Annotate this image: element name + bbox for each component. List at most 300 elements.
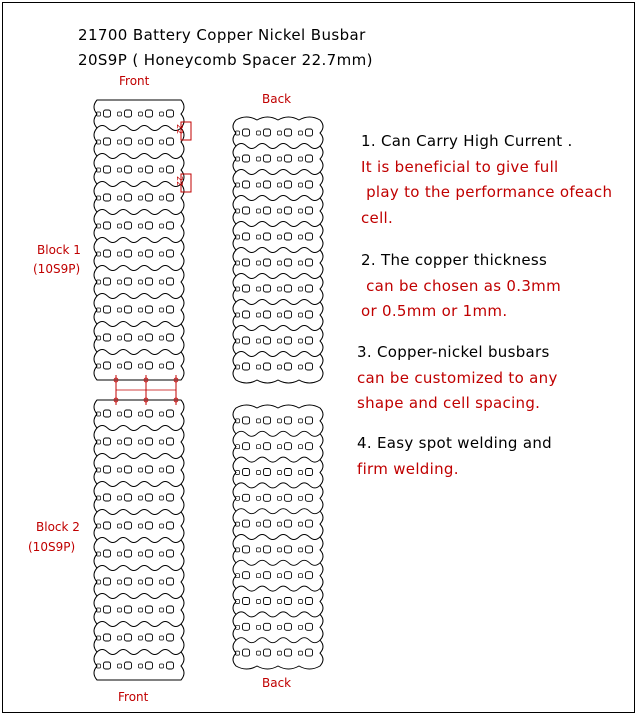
cell-tab-slot — [278, 209, 282, 213]
cell-weld-slot — [104, 578, 111, 585]
row-separator — [236, 431, 320, 436]
cell-tab-slot — [139, 252, 143, 256]
row-separator — [236, 483, 320, 488]
cell-tab-slot — [257, 625, 261, 629]
row-separator — [97, 322, 181, 327]
cell-tab-slot — [139, 496, 143, 500]
cell-tab-slot — [257, 522, 261, 526]
cell-weld-slot — [125, 278, 132, 285]
cell-weld-slot — [285, 311, 292, 318]
cell-weld-slot — [146, 362, 153, 369]
cell-weld-slot — [125, 110, 132, 117]
cell-weld-slot — [285, 155, 292, 162]
cell-weld-slot — [306, 337, 313, 344]
cell-tab-slot — [257, 651, 261, 655]
cell-weld-slot — [264, 494, 271, 501]
cell-tab-slot — [118, 412, 122, 416]
cell-weld-slot — [125, 522, 132, 529]
cell-weld-slot — [167, 306, 174, 313]
cell-tab-slot — [278, 261, 282, 265]
cell-weld-slot — [167, 550, 174, 557]
cell-tab-slot — [278, 313, 282, 317]
cell-weld-slot — [104, 166, 111, 173]
cell-tab-slot — [299, 131, 303, 135]
cell-weld-slot — [243, 649, 250, 656]
cell-weld-slot — [306, 494, 313, 501]
note-3 — [357, 340, 558, 417]
cell-tab-slot — [118, 580, 122, 584]
cell-weld-slot — [306, 207, 313, 214]
cell-tab-slot — [160, 468, 164, 472]
cell-tab-slot — [139, 168, 143, 172]
cell-tab-slot — [160, 364, 164, 368]
note-1-line-2: play to the performance ofeach — [361, 183, 613, 201]
row-separator — [97, 510, 181, 515]
cell-tab-slot — [278, 651, 282, 655]
cell-tab-slot — [160, 636, 164, 640]
cell-tab-slot — [257, 445, 261, 449]
row-separator — [236, 352, 320, 357]
cell-weld-slot — [243, 129, 250, 136]
cell-tab-slot — [118, 552, 122, 556]
cell-tab-slot — [278, 131, 282, 135]
cell-weld-slot — [243, 311, 250, 318]
note-1-line-3: cell. — [361, 208, 394, 227]
front-plate-block-1 — [94, 100, 184, 380]
row-separator — [236, 300, 320, 305]
cell-weld-slot — [167, 222, 174, 229]
cell-tab-slot — [118, 364, 122, 368]
row-separator — [97, 538, 181, 543]
cell-tab-slot — [139, 308, 143, 312]
cell-tab-slot — [160, 308, 164, 312]
cell-weld-slot — [264, 598, 271, 605]
row-separator — [97, 126, 181, 131]
cell-tab-slot — [299, 445, 303, 449]
row-separator — [236, 612, 320, 617]
row-separator — [97, 650, 181, 655]
cell-tab-slot — [118, 440, 122, 444]
cell-weld-slot — [243, 417, 250, 424]
row-separator — [97, 350, 181, 355]
cell-weld-slot — [306, 443, 313, 450]
cell-weld-slot — [306, 363, 313, 370]
cell-weld-slot — [306, 285, 313, 292]
cell-tab-slot — [299, 496, 303, 500]
cell-weld-slot — [264, 233, 271, 240]
cell-weld-slot — [243, 520, 250, 527]
cell-weld-slot — [104, 494, 111, 501]
cell-weld-slot — [285, 417, 292, 424]
cell-weld-slot — [264, 155, 271, 162]
row-separator — [97, 426, 181, 431]
cell-weld-slot — [285, 259, 292, 266]
cell-weld-slot — [167, 494, 174, 501]
row-separator — [97, 482, 181, 487]
cell-weld-slot — [243, 155, 250, 162]
cell-weld-slot — [243, 443, 250, 450]
cell-weld-slot — [285, 623, 292, 630]
cell-weld-slot — [285, 363, 292, 370]
cell-tab-slot — [299, 235, 303, 239]
cell-tab-slot — [299, 313, 303, 317]
cell-weld-slot — [104, 606, 111, 613]
cell-tab-slot — [299, 574, 303, 578]
cell-weld-slot — [125, 306, 132, 313]
back-plate-block-1 — [233, 117, 323, 383]
cell-tab-slot — [299, 365, 303, 369]
cell-tab-slot — [139, 552, 143, 556]
cell-weld-slot — [146, 110, 153, 117]
cell-tab-slot — [139, 280, 143, 284]
cell-tab-slot — [160, 496, 164, 500]
cell-tab-slot — [299, 157, 303, 161]
cell-tab-slot — [118, 308, 122, 312]
cell-tab-slot — [257, 235, 261, 239]
cell-tab-slot — [139, 224, 143, 228]
cell-weld-slot — [285, 129, 292, 136]
note-4-heading: 4. Easy spot welding and — [357, 434, 552, 452]
cell-weld-slot — [146, 550, 153, 557]
cell-tab-slot — [118, 168, 122, 172]
cell-weld-slot — [264, 363, 271, 370]
cell-weld-slot — [306, 572, 313, 579]
cell-weld-slot — [104, 138, 111, 145]
note-3-line-2: shape and cell spacing. — [357, 394, 541, 412]
cell-tab-slot — [139, 364, 143, 368]
cell-weld-slot — [306, 181, 313, 188]
cell-weld-slot — [167, 194, 174, 201]
front-plate-block-2 — [94, 400, 184, 680]
cell-tab-slot — [139, 440, 143, 444]
cell-tab-slot — [299, 600, 303, 604]
cell-tab-slot — [257, 131, 261, 135]
cell-tab-slot — [118, 664, 122, 668]
cell-tab-slot — [139, 112, 143, 116]
cell-weld-slot — [264, 207, 271, 214]
cell-tab-slot — [299, 339, 303, 343]
row-separator — [236, 509, 320, 514]
row-separator — [236, 222, 320, 227]
cell-weld-slot — [306, 649, 313, 656]
row-separator — [236, 196, 320, 201]
cell-tab-slot — [278, 419, 282, 423]
cell-weld-slot — [146, 278, 153, 285]
cell-tab-slot — [160, 196, 164, 200]
cell-weld-slot — [264, 259, 271, 266]
cell-weld-slot — [243, 623, 250, 630]
cell-tab-slot — [118, 336, 122, 340]
cell-weld-slot — [167, 578, 174, 585]
cell-weld-slot — [146, 578, 153, 585]
cell-weld-slot — [243, 598, 250, 605]
cell-tab-slot — [278, 496, 282, 500]
cell-weld-slot — [146, 662, 153, 669]
cell-weld-slot — [146, 522, 153, 529]
row-separator — [97, 454, 181, 459]
cell-weld-slot — [125, 410, 132, 417]
row-separator — [236, 144, 320, 149]
cell-tab-slot — [299, 419, 303, 423]
cell-tab-slot — [299, 651, 303, 655]
cell-weld-slot — [306, 417, 313, 424]
note-3-line-1: can be customized to any — [357, 368, 558, 387]
cell-weld-slot — [264, 546, 271, 553]
cell-tab-slot — [257, 287, 261, 291]
row-separator — [236, 326, 320, 331]
note-2-heading: 2. The copper thickness — [361, 251, 548, 269]
cell-weld-slot — [146, 334, 153, 341]
cell-weld-slot — [243, 494, 250, 501]
cell-weld-slot — [125, 466, 132, 473]
note-2-line-2: or 0.5mm or 1mm. — [361, 302, 508, 320]
cell-weld-slot — [306, 546, 313, 553]
block-1-name: Block 1 — [37, 243, 81, 257]
cell-weld-slot — [285, 207, 292, 214]
cell-tab-slot — [278, 235, 282, 239]
cell-tab-slot — [257, 261, 261, 265]
cell-weld-slot — [104, 110, 111, 117]
cell-weld-slot — [125, 438, 132, 445]
cell-tab-slot — [160, 524, 164, 528]
cell-weld-slot — [285, 443, 292, 450]
cell-weld-slot — [264, 443, 271, 450]
note-1 — [361, 129, 612, 231]
cell-tab-slot — [160, 552, 164, 556]
cell-tab-slot — [257, 548, 261, 552]
note-1-heading: 1. Can Carry High Current . — [361, 132, 573, 150]
row-separator — [97, 566, 181, 571]
cell-weld-slot — [104, 278, 111, 285]
cell-tab-slot — [299, 625, 303, 629]
cell-weld-slot — [285, 469, 292, 476]
cell-weld-slot — [146, 606, 153, 613]
cell-tab-slot — [118, 140, 122, 144]
cell-weld-slot — [146, 222, 153, 229]
cell-weld-slot — [146, 166, 153, 173]
cell-tab-slot — [299, 471, 303, 475]
cell-weld-slot — [264, 572, 271, 579]
cell-weld-slot — [104, 466, 111, 473]
cell-tab-slot — [257, 600, 261, 604]
row-separator — [97, 622, 181, 627]
note-4-line-1: firm welding. — [357, 459, 459, 478]
cell-tab-slot — [139, 336, 143, 340]
cell-weld-slot — [285, 233, 292, 240]
row-separator — [97, 294, 181, 299]
cell-weld-slot — [285, 285, 292, 292]
cell-weld-slot — [167, 438, 174, 445]
cell-tab-slot — [118, 608, 122, 612]
cell-weld-slot — [125, 550, 132, 557]
cell-tab-slot — [139, 468, 143, 472]
cell-tab-slot — [139, 608, 143, 612]
cell-weld-slot — [243, 285, 250, 292]
row-separator — [236, 274, 320, 279]
cell-weld-slot — [104, 334, 111, 341]
cell-tab-slot — [118, 280, 122, 284]
cell-tab-slot — [160, 112, 164, 116]
cell-weld-slot — [306, 259, 313, 266]
cell-tab-slot — [278, 339, 282, 343]
cell-tab-slot — [160, 664, 164, 668]
cell-tab-slot — [139, 664, 143, 668]
dimension-label-1: 22 — [175, 124, 184, 135]
cell-tab-slot — [278, 625, 282, 629]
cell-tab-slot — [299, 522, 303, 526]
cell-tab-slot — [139, 196, 143, 200]
cell-weld-slot — [167, 362, 174, 369]
cell-tab-slot — [139, 140, 143, 144]
back-label-bottom: Back — [262, 676, 292, 690]
cell-weld-slot — [146, 438, 153, 445]
cell-tab-slot — [118, 112, 122, 116]
cell-weld-slot — [125, 250, 132, 257]
cell-tab-slot — [139, 412, 143, 416]
note-2 — [361, 248, 561, 325]
row-separator — [236, 535, 320, 540]
cell-tab-slot — [160, 224, 164, 228]
cell-weld-slot — [146, 634, 153, 641]
cell-weld-slot — [306, 311, 313, 318]
cell-weld-slot — [125, 166, 132, 173]
dimension-label-2: 22 — [175, 176, 184, 187]
cell-weld-slot — [125, 362, 132, 369]
row-separator — [236, 170, 320, 175]
cell-tab-slot — [278, 445, 282, 449]
cell-tab-slot — [160, 580, 164, 584]
cell-weld-slot — [146, 306, 153, 313]
cell-weld-slot — [167, 522, 174, 529]
cell-tab-slot — [160, 336, 164, 340]
row-separator — [236, 586, 320, 591]
cell-weld-slot — [167, 606, 174, 613]
cell-tab-slot — [257, 183, 261, 187]
cell-weld-slot — [104, 634, 111, 641]
drawing-subtitle: 20S9P ( Honeycomb Spacer 22.7mm) — [78, 51, 373, 69]
cell-weld-slot — [167, 334, 174, 341]
cell-weld-slot — [125, 634, 132, 641]
row-separator — [97, 182, 181, 187]
cell-weld-slot — [167, 110, 174, 117]
cell-weld-slot — [285, 337, 292, 344]
cell-weld-slot — [146, 494, 153, 501]
cell-weld-slot — [306, 233, 313, 240]
cell-weld-slot — [285, 181, 292, 188]
row-separator — [97, 266, 181, 271]
cell-weld-slot — [264, 469, 271, 476]
cell-tab-slot — [257, 419, 261, 423]
cell-tab-slot — [257, 365, 261, 369]
cell-tab-slot — [257, 471, 261, 475]
cell-weld-slot — [264, 129, 271, 136]
cell-weld-slot — [306, 598, 313, 605]
cell-weld-slot — [104, 194, 111, 201]
row-separator — [97, 238, 181, 243]
block-2-config: (10S9P) — [28, 540, 76, 554]
cell-tab-slot — [257, 339, 261, 343]
cell-weld-slot — [104, 662, 111, 669]
cell-weld-slot — [125, 494, 132, 501]
cell-tab-slot — [278, 471, 282, 475]
cell-weld-slot — [167, 410, 174, 417]
cell-tab-slot — [118, 496, 122, 500]
cell-weld-slot — [243, 469, 250, 476]
cell-tab-slot — [257, 496, 261, 500]
cell-weld-slot — [285, 494, 292, 501]
cell-tab-slot — [278, 548, 282, 552]
cell-weld-slot — [285, 649, 292, 656]
back-plate-block-2 — [233, 405, 323, 669]
cell-tab-slot — [160, 440, 164, 444]
cell-weld-slot — [264, 337, 271, 344]
cell-weld-slot — [264, 417, 271, 424]
cell-weld-slot — [104, 522, 111, 529]
cell-weld-slot — [125, 222, 132, 229]
drawing-title: 21700 Battery Copper Nickel Busbar — [78, 26, 366, 44]
cell-tab-slot — [257, 157, 261, 161]
cell-weld-slot — [167, 166, 174, 173]
cell-weld-slot — [264, 520, 271, 527]
cell-weld-slot — [243, 233, 250, 240]
cell-weld-slot — [167, 662, 174, 669]
cell-weld-slot — [243, 259, 250, 266]
cell-tab-slot — [118, 224, 122, 228]
cell-tab-slot — [118, 524, 122, 528]
cell-weld-slot — [285, 598, 292, 605]
cell-weld-slot — [306, 155, 313, 162]
row-separator — [236, 560, 320, 565]
cell-weld-slot — [104, 550, 111, 557]
cell-weld-slot — [125, 606, 132, 613]
cell-tab-slot — [160, 608, 164, 612]
cell-weld-slot — [104, 438, 111, 445]
cell-tab-slot — [299, 261, 303, 265]
cell-weld-slot — [146, 466, 153, 473]
cell-tab-slot — [278, 522, 282, 526]
cell-weld-slot — [306, 520, 313, 527]
cell-weld-slot — [167, 278, 174, 285]
cell-tab-slot — [278, 600, 282, 604]
cell-tab-slot — [160, 412, 164, 416]
back-label-top: Back — [262, 92, 292, 106]
note-4 — [357, 431, 552, 482]
cell-tab-slot — [299, 548, 303, 552]
row-separator — [97, 154, 181, 159]
cell-weld-slot — [243, 207, 250, 214]
cell-tab-slot — [160, 252, 164, 256]
cell-tab-slot — [299, 183, 303, 187]
cell-tab-slot — [278, 287, 282, 291]
cell-weld-slot — [125, 334, 132, 341]
cell-weld-slot — [243, 181, 250, 188]
cell-weld-slot — [125, 194, 132, 201]
cell-weld-slot — [146, 250, 153, 257]
cell-weld-slot — [306, 469, 313, 476]
cell-weld-slot — [264, 181, 271, 188]
row-separator — [97, 594, 181, 599]
cell-tab-slot — [257, 574, 261, 578]
cell-tab-slot — [278, 574, 282, 578]
cell-tab-slot — [139, 524, 143, 528]
front-label-top: Front — [119, 74, 150, 88]
cell-weld-slot — [306, 129, 313, 136]
cell-weld-slot — [243, 337, 250, 344]
cell-weld-slot — [104, 410, 111, 417]
cell-tab-slot — [118, 196, 122, 200]
cell-weld-slot — [264, 649, 271, 656]
cell-tab-slot — [257, 313, 261, 317]
